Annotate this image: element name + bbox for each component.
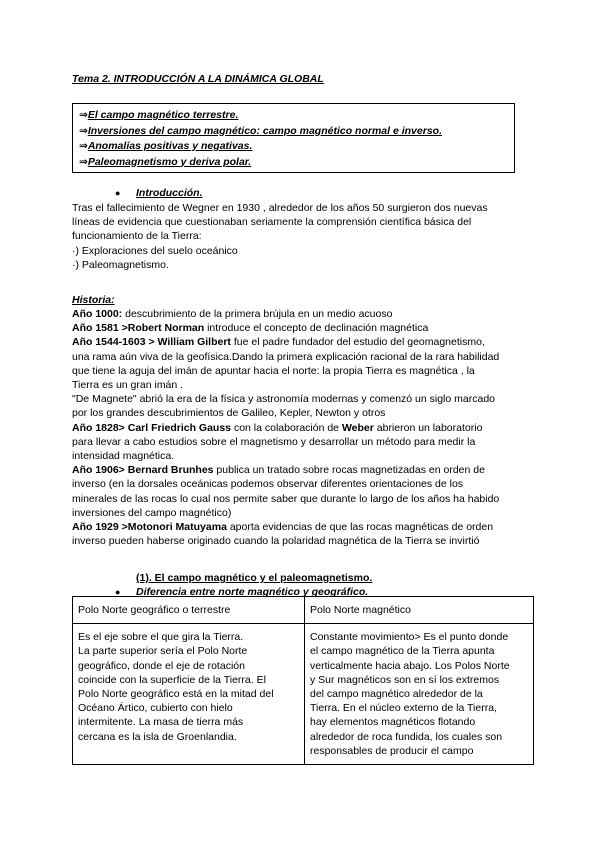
table-of-contents-box	[72, 103, 515, 173]
table-cell	[73, 624, 305, 765]
bold-text: Año 1581 >Robert Norman	[72, 322, 205, 335]
bold-text: Weber	[341, 421, 374, 434]
toc-item-label: Inversiones del campo magnético: campo magnético normal e inverso.	[87, 124, 442, 137]
text-line: intensidad magnética.	[72, 450, 175, 463]
bold-text: Año 1929 >Motonori Matuyama	[72, 521, 227, 534]
text-line	[72, 321, 534, 335]
text-line: ·) Exploraciones del suelo oceánico	[72, 244, 238, 257]
text-line: del campo magnético alrededor de la	[310, 688, 483, 701]
historia-paragraph	[72, 307, 534, 548]
arrow-right-icon: ⇒	[79, 140, 88, 152]
arrow-right-icon: ⇒	[79, 109, 88, 121]
text-line: verticalmente hacia abajo. Los Polos Norte	[310, 659, 510, 672]
text-line: responsables de producir el campo	[310, 744, 474, 757]
toc-item	[79, 139, 508, 155]
page-title: Tema 2. INTRODUCCIÓN A LA DINÁMICA GLOBAL	[72, 73, 324, 85]
text: aporta evidencias de que las rocas magnéticas de orden	[226, 521, 494, 534]
text-line: Es el eje sobre el que gira la Tierra.	[78, 631, 244, 644]
text-line: La parte superior sería el Polo Norte	[78, 645, 248, 658]
text: con la colaboración de	[231, 421, 342, 434]
table-row	[73, 624, 534, 765]
text-line: Tras el fallecimiento de Wegner en 1930 , alrededor de los años 50 surgieron dos nuevas	[72, 202, 488, 214]
text-line	[72, 335, 534, 349]
text-line: líneas de evidencia que cuestionaban seriamente la comprensión científica básica del	[72, 216, 472, 229]
text-line: que tiene la aguja del imán de apuntar hacia el norte: la propia Tierra es magnética , la	[72, 364, 475, 377]
toc-item	[79, 108, 508, 124]
text-line	[72, 421, 534, 435]
comparison-table	[72, 596, 534, 765]
text-line: Constante movimiento> Es el punto donde	[310, 631, 509, 644]
text-line: alrededor de roca fundida, los cuales son	[310, 730, 503, 743]
text-line: funcionamiento de la Tierra:	[72, 230, 202, 243]
text: fue el padre fundador del estudio del geomagnetismo,	[230, 336, 485, 349]
table-header-cell: Polo Norte geográfico o terrestre	[73, 597, 305, 624]
text-line: el campo magnético de la Tierra apunta	[310, 645, 495, 658]
text-line: ·) Paleomagnetismo.	[72, 258, 169, 271]
text-line: geográfico, donde el eje de rotación	[78, 659, 245, 672]
text-line	[72, 520, 534, 534]
text-line	[72, 307, 534, 321]
bullet-icon: ●	[115, 587, 121, 597]
text-line: hay elementos magnéticos flotando	[310, 716, 476, 729]
bold-text: Año 1906> Bernard Brunhes	[72, 464, 214, 477]
text: introduce el concepto de declinación magnética	[204, 322, 429, 335]
arrow-right-icon: ⇒	[79, 124, 88, 137]
table-header-row	[73, 597, 534, 624]
intro-paragraph	[72, 201, 534, 272]
text-line: Polo Norte geográfico está en la mitad del	[78, 688, 274, 701]
bold-text: Año 1828> Carl Friedrich Gauss	[72, 421, 232, 434]
text-line: inverso (en la dorsales oceánicas podemos observar diferentes orientaciones de los	[72, 478, 464, 491]
bold-text: Año 1544-1603 > William Gilbert	[72, 336, 231, 349]
bullet-icon: ●	[115, 188, 121, 198]
toc-item	[79, 124, 508, 140]
text-line: cercana es la isla de Groenlandia.	[78, 730, 237, 743]
toc-item-label: Paleomagnetismo y deriva polar.	[87, 155, 252, 168]
table-header-cell: Polo Norte magnético	[305, 597, 534, 624]
text-line: Tierra. En el núcleo externo de la Tierra,	[310, 702, 497, 715]
toc-item	[79, 155, 508, 171]
text-line: "De Magnete" abrió la era de la física y astronomía modernas y comenzó un siglo marcado	[72, 393, 495, 406]
text-line: para llevar a cabo estudios sobre el magnetismo y desarrollar un método para medir la	[72, 435, 476, 448]
historia-heading: Historia:	[72, 294, 115, 306]
text-line: Tierra es un gran imán .	[72, 379, 184, 392]
intro-heading: Introducción.	[136, 187, 203, 199]
text-line: y Sur magnéticos son en sí los extremos	[310, 673, 500, 686]
subsection-heading: Diferencia entre norte magnético y geográfico.	[136, 586, 369, 598]
text-line: minerales de las rocas lo cual nos permite saber que durante lo largo de los años ha habido	[72, 492, 500, 505]
arrow-right-icon: ⇒	[79, 155, 88, 168]
table-cell	[305, 624, 534, 765]
toc-item-label: El campo magnético terrestre.	[87, 109, 239, 121]
toc-item-label: Anomalías positivas y negativas.	[87, 140, 253, 152]
text-line: Océano Ártico, cubierto con hielo	[78, 702, 233, 715]
text: abrieron un laboratorio	[373, 421, 483, 434]
text-line: una rama aún viva de la geofísica.Dando la primera explicación racional de la rara habilidad	[72, 350, 500, 363]
text-line: por los grandes descubrimientos de Galileo, Kepler, Newton y otros	[72, 407, 386, 420]
text-line: inverso pueden haberse originado cuando la polaridad magnética de la Tierra se invirtió	[72, 535, 480, 548]
text-line	[72, 463, 534, 477]
text: publica un tratado sobre rocas magnetizadas en orden de	[213, 464, 485, 477]
bold-text: Año 1000:	[72, 308, 123, 320]
text: descubrimiento de la primera brújula en un medio acuoso	[122, 308, 393, 320]
text-line: intermitente. La masa de tierra más	[78, 716, 244, 729]
text-line: inversiones del campo magnético)	[72, 506, 232, 519]
section-heading: (1). El campo magnético y el paleomagnetismo.	[136, 572, 373, 584]
text-line: coincide con la superficie de la Tierra. El	[78, 673, 266, 686]
